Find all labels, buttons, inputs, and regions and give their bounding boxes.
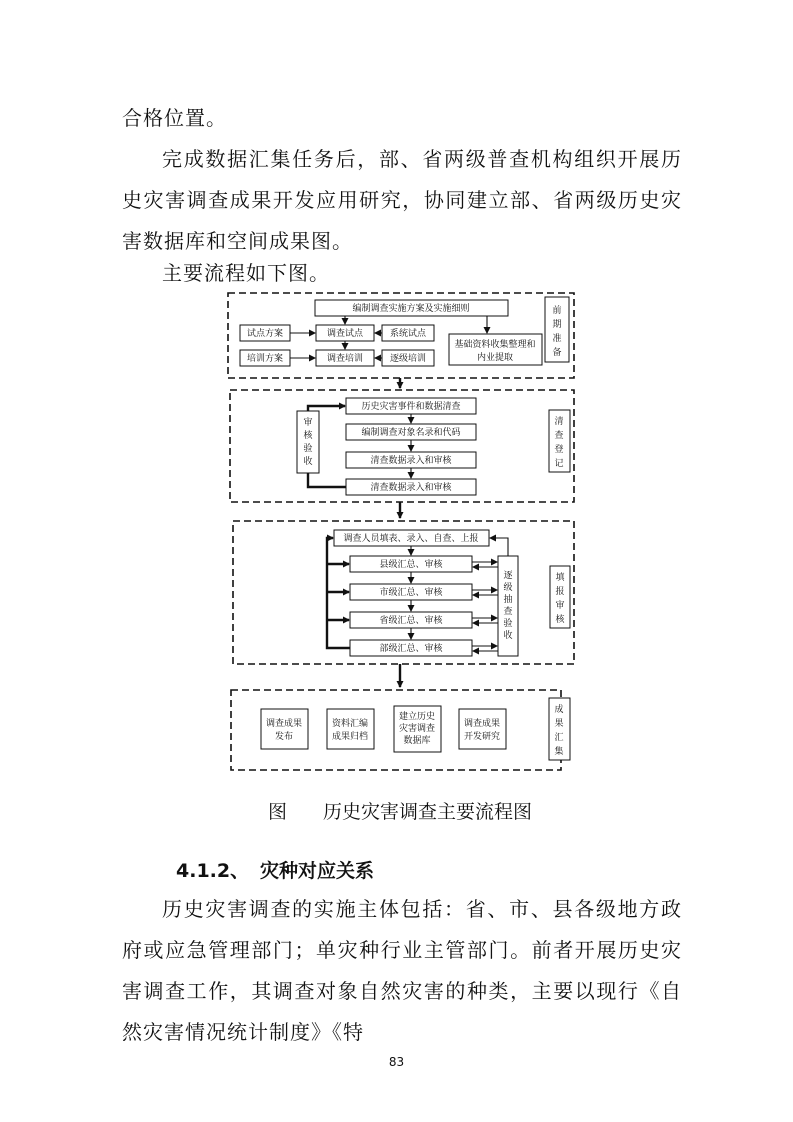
plan-text: 编制调查实施方案及实施细则 (352, 304, 470, 314)
output-publish-line-2: 发布 (274, 732, 294, 742)
svg-text:果: 果 (554, 719, 564, 729)
svg-text:登: 登 (554, 445, 564, 455)
svg-text:审: 审 (555, 601, 565, 611)
s2-step-2-text: 编制调查对象名录和代码 (361, 428, 461, 438)
svg-text:期: 期 (552, 320, 562, 330)
stage2-connectors (308, 406, 411, 487)
pilot-text: 调查试点 (326, 329, 364, 339)
basic-data-line-2: 内业提取 (476, 353, 514, 363)
section-heading (176, 856, 374, 883)
svg-text:级: 级 (503, 583, 513, 593)
paragraph-4: 历史灾害调查的实施主体包括：省、市、县各级地方政府或应急管理部门；单灾种行业主管部门。前者开展历史灾害调查工作，其调查对象自然灾害的种类，主要以现行《自然灾害情况统计制度》《特 (122, 897, 682, 1044)
svg-text:核: 核 (555, 615, 565, 625)
svg-text:汇: 汇 (554, 733, 564, 743)
output-archive-box (327, 709, 374, 749)
s2-step-1-text: 历史灾害事件和数据清查 (361, 402, 461, 412)
s3-level-2-text: 市级汇总、审核 (379, 588, 443, 598)
pilot-plan-text: 试点方案 (246, 329, 284, 339)
svg-text:抽: 抽 (503, 595, 513, 605)
s3-level-1-text: 县级汇总、审核 (379, 560, 443, 570)
paragraph-3: 主要流程如下图。 (162, 261, 330, 285)
s3-level-4-text: 部级汇总、审核 (379, 644, 443, 654)
svg-text:收: 收 (503, 631, 513, 641)
svg-text:查: 查 (503, 607, 513, 617)
output-research-box (459, 709, 506, 749)
output-research-line-2: 开发研究 (463, 732, 501, 742)
output-research-line-1: 调查成果 (463, 719, 501, 729)
svg-text:查: 查 (554, 431, 564, 441)
caption-title: 历史灾害调查主要流程图 (323, 801, 533, 823)
svg-text:报: 报 (555, 587, 565, 597)
s2-step-4-text: 清查数据录入和审核 (370, 483, 452, 493)
output-database-line-3: 数据库 (403, 736, 431, 746)
svg-text:集: 集 (554, 747, 564, 757)
system-pilot-text: 系统试点 (389, 329, 427, 339)
svg-text:收: 收 (303, 457, 313, 467)
svg-text:审: 审 (303, 418, 313, 428)
training-text: 调查培训 (326, 354, 364, 364)
s2-step-3-text: 清查数据录入和审核 (370, 456, 452, 466)
output-publish-box (261, 709, 308, 749)
svg-text:验: 验 (303, 444, 313, 454)
page-number: 83 (388, 1055, 405, 1069)
paragraph-2: 完成数据汇集任务后，部、省两级普查机构组织开展历史灾害调查成果开发应用研究，协同建立部、省两级历史灾害数据库和空间成果图。 (122, 147, 682, 253)
tiered-training-text: 逐级培训 (389, 354, 427, 364)
svg-text:前: 前 (552, 306, 562, 316)
caption-label: 图 (268, 801, 288, 823)
basic-data-line-1: 基础资料收集整理和 (454, 340, 536, 350)
svg-text:记: 记 (554, 459, 564, 469)
svg-text:清: 清 (554, 417, 564, 427)
svg-text:逐: 逐 (503, 571, 513, 581)
figure-caption (268, 797, 532, 824)
svg-text:核: 核 (303, 431, 313, 441)
output-database-line-2: 灾害调查 (398, 724, 436, 734)
section-title: 灾种对应关系 (260, 860, 375, 882)
svg-text:备: 备 (552, 348, 562, 358)
section-number: 4.1.2、 (176, 860, 250, 882)
svg-text:验: 验 (503, 619, 513, 629)
svg-text:准: 准 (552, 334, 562, 344)
output-publish-line-1: 调查成果 (265, 719, 303, 729)
svg-text:填: 填 (555, 573, 565, 583)
output-archive-line-1: 资料汇编 (331, 719, 369, 729)
s3-level-3-text: 省级汇总、审核 (379, 616, 443, 626)
training-plan-text: 培训方案 (246, 354, 284, 364)
output-archive-line-2: 成果归档 (331, 732, 369, 742)
svg-text:成: 成 (554, 705, 564, 715)
output-database-line-1: 建立历史 (398, 712, 436, 722)
paragraph-1: 合格位置。 (122, 106, 227, 130)
s3-top-text: 调查人员填表、录入、自查、上报 (343, 534, 479, 544)
